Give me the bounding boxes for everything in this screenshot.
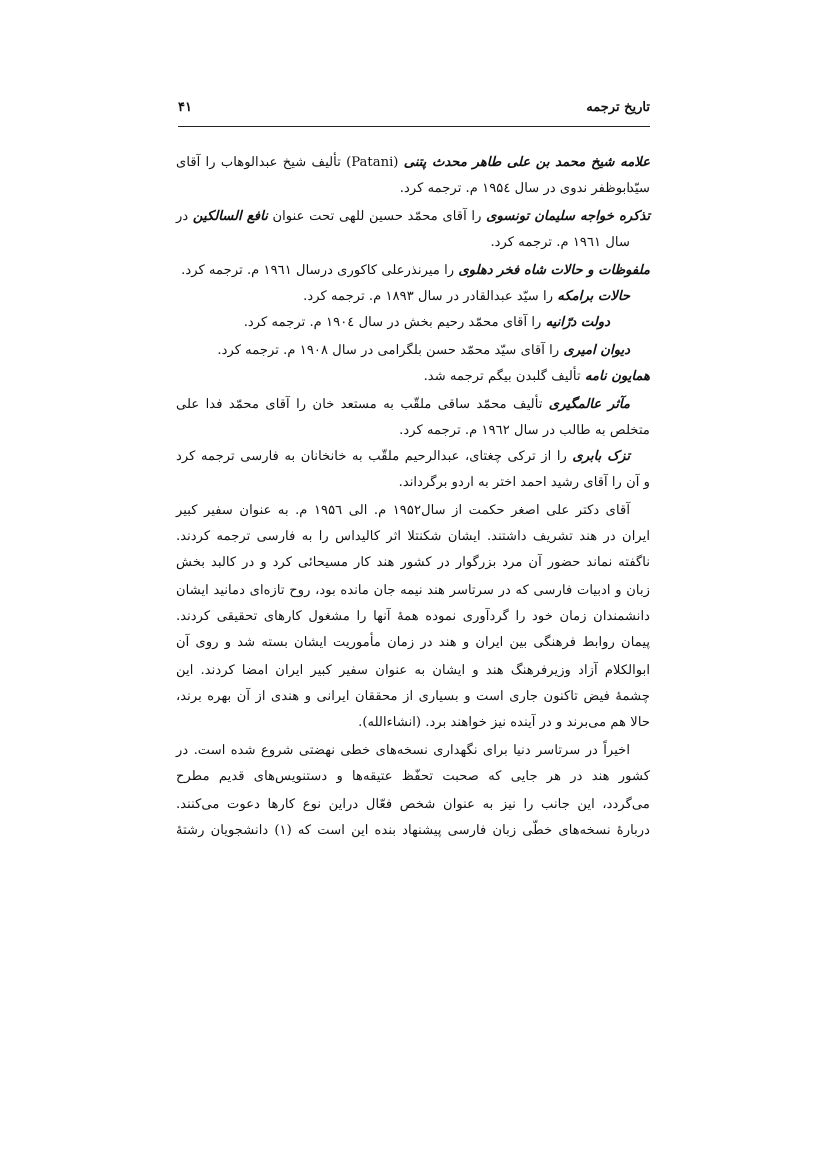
book-title: همایون نامه bbox=[584, 369, 650, 384]
text-line bbox=[176, 524, 650, 550]
text-segment: را آقای محمّد حسین للهی تحت عنوان bbox=[267, 209, 487, 224]
text-segment: را سیّد عبدالقادر در سال ۱۸۹۳ م. ترجمه کرد. bbox=[303, 289, 558, 304]
text-segment: زبان و ادبیات فارسی که در سرتاسر هند نیمه جان مانده بود، روح تازه‌ای دمانید ایشان bbox=[176, 583, 650, 598]
text-line bbox=[176, 392, 630, 418]
text-line bbox=[217, 338, 630, 364]
text-line bbox=[490, 230, 630, 256]
text-segment: آقای دکتر علی اصغر حکمت از سال۱۹۵۲ م. الی ۱۹۵٦ م. به عنوان سفیر کبیر bbox=[176, 503, 630, 518]
text-line bbox=[400, 176, 630, 202]
text-line bbox=[176, 764, 650, 790]
text-line bbox=[358, 710, 650, 736]
text-line bbox=[176, 818, 650, 844]
text-line bbox=[176, 658, 650, 684]
book-title: ملفوظات و حالات شاه فخر دهلوی bbox=[458, 263, 650, 278]
page-number: ۴۱ bbox=[178, 100, 192, 115]
text-segment: دربارهٔ نسخه‌های خطّی زبان فارسی پیشنهاد بنده این است که (۱) دانشجویان رشتهٔ bbox=[176, 823, 650, 838]
text-line bbox=[176, 204, 650, 230]
book-title: مآثر عالمگیری bbox=[548, 397, 630, 412]
text-segment: متخلص به طالب در سال ۱۹٦۲ م. ترجمه کرد. bbox=[399, 423, 650, 438]
text-segment: را از ترکی چغتای، عبدالرحیم ملقّب به خانخانان به فارسی ترجمه کرد bbox=[176, 449, 573, 464]
text-segment: را آقای محمّد رحیم بخش در سال ۱۹۰٤ م. ترجمه کرد. bbox=[243, 315, 546, 330]
text-line bbox=[399, 418, 650, 444]
text-line bbox=[176, 792, 650, 818]
text-segment: حالا هم می‌برند و در آینده نیز خواهند برد. (انشاءالله). bbox=[358, 715, 650, 730]
text-line bbox=[176, 604, 650, 630]
book-title: تذکره خواجه سلیمان تونسوی bbox=[486, 209, 651, 224]
text-line bbox=[181, 258, 650, 284]
text-segment: تألیف محمّد ساقی ملقّب به مستعد خان را آقای محمّد فدا علی bbox=[176, 397, 549, 412]
text-line bbox=[176, 550, 650, 576]
text-segment: (Patani) تألیف شیخ عبدالوهاب را آقای سیّد bbox=[176, 155, 650, 196]
book-title: دولت درّانیه bbox=[545, 315, 610, 330]
text-line bbox=[176, 684, 650, 710]
running-header bbox=[178, 100, 650, 122]
header-rule bbox=[178, 126, 650, 127]
text-line bbox=[176, 498, 630, 524]
text-segment: کشور هند در هر جایی که صحبت تحفّظ عتیقه‌ها و دستنویس‌های قدیم مطرح bbox=[176, 769, 650, 784]
text-line bbox=[176, 444, 630, 470]
text-segment: دانشمندان زمان خود را گردآوری نموده همهٔ آنها را مشغول کارهای تحقیقی کردند. bbox=[176, 609, 650, 624]
text-segment: اخیراً در سرتاسر دنیا برای نگهداری نسخه‌های خطی نهضتی شروع شده است. در bbox=[176, 743, 630, 758]
chapter-title: تاریخ ترجمه bbox=[586, 100, 650, 115]
text-segment: در bbox=[176, 209, 193, 224]
book-title: نافع السالکین bbox=[192, 209, 268, 224]
text-segment: ناگفته نماند حضور آن مرد بزرگوار در کشور هند کار مسیحائی کرد و در کالبد بخش bbox=[176, 555, 650, 570]
text-line bbox=[176, 578, 650, 604]
text-line bbox=[424, 364, 650, 390]
text-segment: ابوالکلام آزاد وزیرفرهنگ هند و ایشان به عنوان سفیر کبیر ایران امضا کردند. این bbox=[176, 663, 650, 678]
text-segment: را آقای سیّد محمّد حسن بلگرامی در سال ۱۹۰۸ م. ترجمه کرد. bbox=[217, 343, 564, 358]
text-segment: تألیف گلبدن بیگم ترجمه شد. bbox=[423, 369, 585, 384]
text-line bbox=[303, 284, 630, 310]
book-title: حالات برامکه bbox=[557, 289, 630, 304]
text-line bbox=[176, 630, 650, 656]
book-title: تزک بابری bbox=[572, 449, 630, 464]
text-segment: می‌گردد، این جانب را نیز به عنوان شخص فعّال دراین نوع کارها دعوت می‌کنند. bbox=[176, 797, 650, 812]
text-line bbox=[244, 310, 610, 336]
text-segment: سال ۱۹٦۱ م. ترجمه کرد. bbox=[490, 235, 630, 250]
text-line bbox=[176, 738, 630, 764]
text-segment: ایران در هند تشریف داشتند. ایشان شکنتلا اثر کالیداس را به فارسی ترجمه کردند. bbox=[176, 529, 650, 544]
text-segment: پیمان روابط فرهنگی بین ایران و هند در زمان مأموریت ایشان بسته شد و روی آن bbox=[176, 635, 650, 650]
book-title: دیوان امیری bbox=[563, 343, 630, 358]
text-line bbox=[399, 470, 650, 496]
text-segment: و آن را آقای رشید احمد اختر به اردو برگرداند. bbox=[398, 475, 650, 490]
text-segment: چشمهٔ فیض تاکنون جاری است و بسیاری از محققان ایرانی و هندی از آن بهره برند، bbox=[176, 689, 650, 704]
text-segment: ابوظفر ندوی در سال ۱۹۵٤ م. ترجمه کرد. bbox=[399, 181, 630, 196]
text-segment: را میرنذرعلی کاکوری درسال ۱۹٦۱ م. ترجمه کرد. bbox=[181, 263, 459, 278]
book-title: علامه شیخ محمد بن علی طاهر محدث پتنی bbox=[403, 155, 651, 170]
